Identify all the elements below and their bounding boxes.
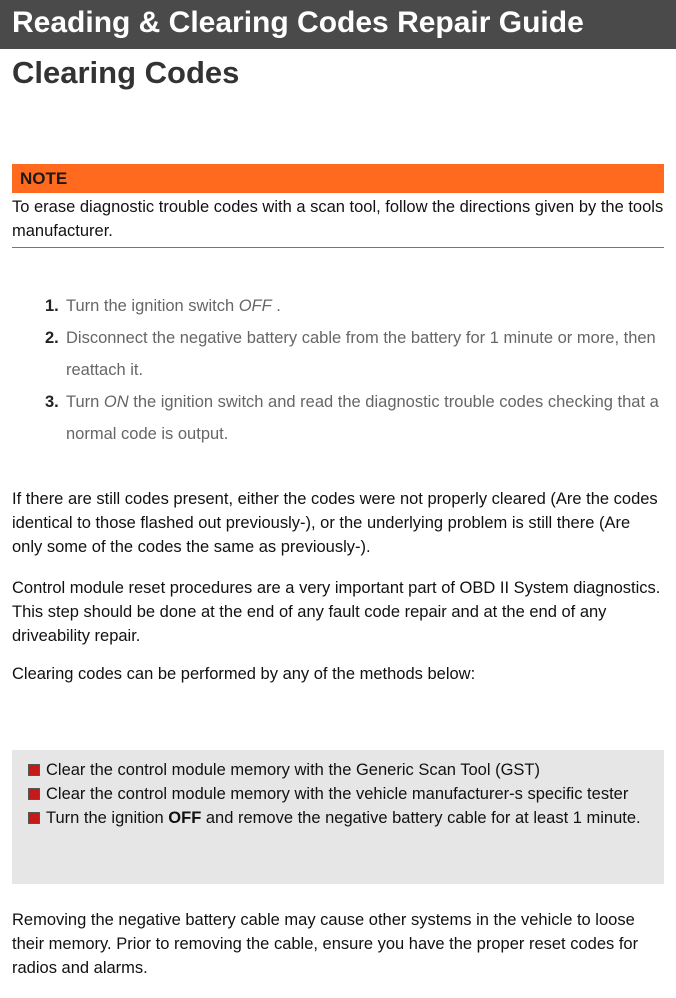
paragraph-battery-warning: Removing the negative battery cable may cause other systems in the vehicle to loose their memory. Prior to removing the cable, ensure you have the proper reset codes for radios and alarms.	[12, 911, 639, 977]
method-item	[28, 782, 648, 806]
method-text: Clear the control module memory with the vehicle manufacturer-s specific tester	[46, 785, 629, 803]
step-emphasis: OFF	[238, 297, 272, 315]
step-text-end: the ignition switch and read the diagnostic trouble codes checking that a normal code is output.	[66, 393, 659, 443]
step-number: 2.	[45, 329, 59, 347]
step-item	[12, 290, 664, 322]
red-square-bullet-icon	[28, 764, 40, 776]
paragraph-reset-procedures: Control module reset procedures are a very important part of OBD II System diagnostics. This step should be done at the end of any fault code repair and at the end of any driveability repair.	[12, 579, 661, 645]
step-text: Disconnect the negative battery cable from the battery for 1 minute or more, then reattach it.	[66, 329, 656, 379]
paragraph-codes-present: If there are still codes present, either the codes were not properly cleared (Are the codes identical to those flashed out previously-), or the underlying problem is still there (Are only some of the codes the same as previously-).	[12, 490, 658, 556]
page-title: Clearing Codes	[12, 55, 240, 90]
note-label: NOTE	[20, 169, 68, 188]
step-number: 1.	[45, 297, 59, 315]
red-square-bullet-icon	[28, 788, 40, 800]
step-item	[12, 386, 664, 450]
note-header	[12, 164, 664, 193]
methods-box	[12, 750, 664, 884]
paragraph-methods-intro: Clearing codes can be performed by any of the methods below:	[12, 665, 476, 683]
steps-list	[12, 290, 664, 450]
banner-title: Reading & Clearing Codes Repair Guide	[12, 6, 584, 39]
guide-banner	[0, 0, 676, 49]
step-text: Turn the ignition switch	[66, 297, 239, 315]
divider	[12, 247, 664, 248]
step-number: 3.	[45, 393, 59, 411]
red-square-bullet-icon	[28, 812, 40, 824]
method-text-end: and remove the negative battery cable for at least 1 minute.	[201, 809, 641, 827]
method-bold: OFF	[168, 809, 202, 827]
method-text: Turn the ignition	[46, 809, 169, 827]
method-item	[28, 806, 648, 830]
step-text-end: .	[271, 297, 281, 315]
step-text: Turn	[66, 393, 104, 411]
method-item	[28, 758, 648, 782]
step-emphasis: ON	[103, 393, 129, 411]
note-text: To erase diagnostic trouble codes with a scan tool, follow the directions given by the tools manufacturer.	[12, 198, 664, 240]
step-item	[12, 322, 664, 386]
method-text: Clear the control module memory with the Generic Scan Tool (GST)	[46, 761, 540, 779]
